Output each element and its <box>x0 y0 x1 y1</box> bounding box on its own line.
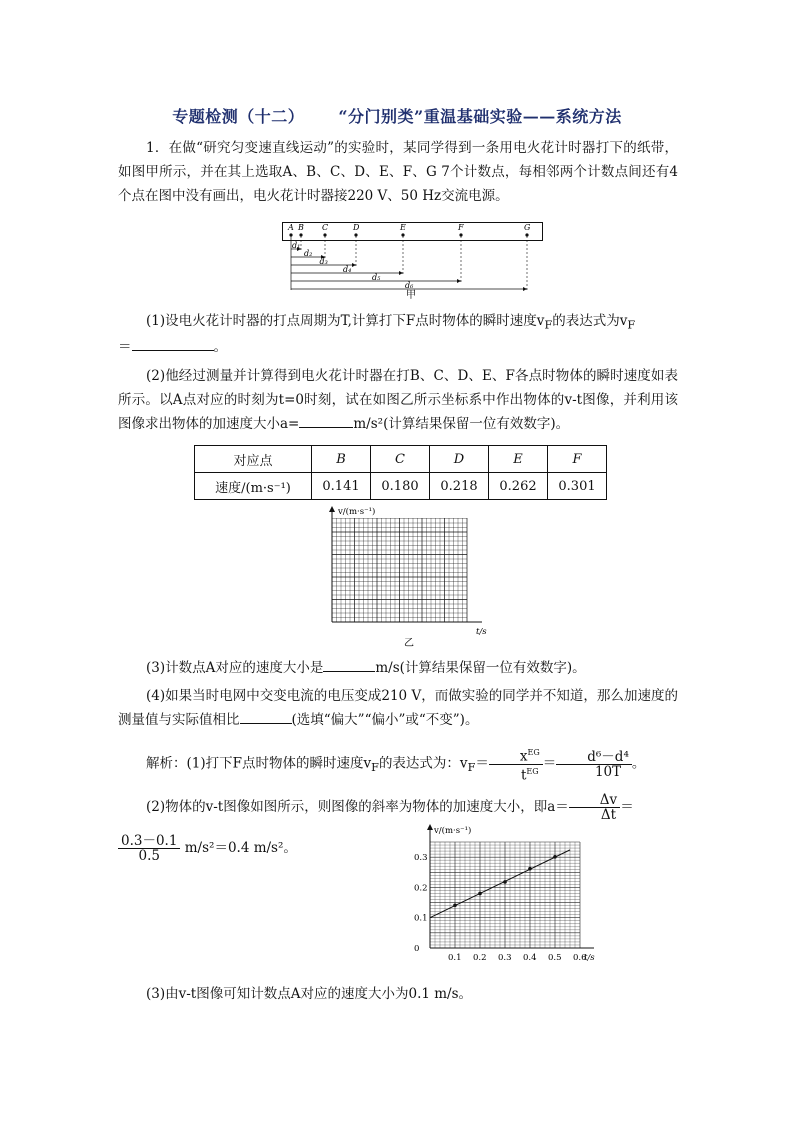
question-2-text: (2)他经过测量并计算得到电火花计时器在打B、C、D、E、F各点时物体的瞬时速度如表所示。以A点对应的时刻为t=0时刻，试在如图乙所示坐标系中作出物体的v-t图像，并利用该图像求出物体的加速度大小a= <box>118 368 678 432</box>
blank-graph <box>322 504 492 650</box>
table-cell: D <box>430 446 489 473</box>
question-3-text-b: m/s(计算结果保留一位有效数字)。 <box>375 660 586 676</box>
tape-point-label: G <box>524 223 531 232</box>
question-3 <box>118 656 678 680</box>
vt-data-point <box>528 867 532 871</box>
slope-den: 0.5 <box>138 848 160 864</box>
tape-dim-label: d₁ <box>292 241 301 250</box>
vt-data-point <box>553 855 557 859</box>
vt-xlabel: t/s <box>584 953 595 963</box>
page-title <box>0 104 794 127</box>
tape-dim-arrow <box>352 263 356 267</box>
vt-chart <box>400 822 600 972</box>
blank-graph-xlabel: t/s <box>476 627 487 637</box>
title-right: “分门别类”重温基础实验——系统方法 <box>338 107 622 126</box>
equals-sign: ＝ <box>118 339 132 355</box>
tape-dim-label: d₂ <box>304 249 313 258</box>
table-cell: 速度/(m·s⁻¹) <box>195 473 312 500</box>
solution-2-result <box>118 834 318 863</box>
frac-num-sup: EG <box>527 748 540 757</box>
question-3-text: (3)计数点A对应的速度大小是 <box>146 660 324 676</box>
question-1-answer-line <box>118 335 678 359</box>
question-intro: 1．在做“研究匀变速直线运动”的实验时，某同学得到一条用电火花计时器打下的纸带，如图甲所示，并在其上选取A、B、C、D、E、F、G 7个计数点，每相邻两个计数点间还有4个点在图中没有画出，电火花计时器接220 V、50 Hz交流电源。 <box>118 140 678 204</box>
table-cell: E <box>489 446 548 473</box>
question-2 <box>118 364 678 436</box>
solution-2: (2)物体的v-t图像如图所示，则图像的斜率为物体的加速度大小，即a＝ $\frac{\Delta v}{\Delta t}$ ＝ <box>146 792 634 823</box>
vt-x-tick: 0.3 <box>498 953 512 963</box>
table-cell: 0.180 <box>371 473 430 500</box>
vt-y-tick: 0 <box>414 944 420 954</box>
solution-1-text: 解析：(1)打下F点时物体的瞬时速度v <box>146 755 372 772</box>
tape-dim-arrow <box>523 287 527 291</box>
tape-point-label: A <box>288 223 294 232</box>
tape-point-label: C <box>322 223 329 232</box>
table-cell: 对应点 <box>195 446 312 473</box>
blank-graph-caption: 乙 <box>404 638 414 649</box>
vt-y-tick: 0.1 <box>414 913 428 924</box>
title-left: 专题检测（十二） <box>172 107 305 126</box>
question-4 <box>118 684 678 732</box>
table-cell: B <box>312 446 371 473</box>
question-1-text-b: 的表达式为v <box>552 313 628 329</box>
solution-1-end: 。 <box>631 755 646 772</box>
vt-x-tick: 0.6 <box>573 953 587 963</box>
tape-point-label: B <box>298 223 304 232</box>
subscript-f-3: F <box>371 761 379 775</box>
tape-dim-label: d₅ <box>372 273 381 282</box>
frac2-num: d⁶－d⁴ <box>556 750 632 765</box>
subscript-f-2: F <box>627 318 636 332</box>
frac-den: t <box>520 767 527 783</box>
table-cell: F <box>548 446 607 473</box>
answer-blank-3[interactable] <box>323 657 375 672</box>
tape-point-label: E <box>400 223 406 232</box>
solution-1: 解析：(1)打下F点时物体的瞬时速度$v_F$的表达式为：$v_F=$ $\frac{x^{EG}}{t^{EG}}$ ＝ $\frac{\text{d⁶－d⁴}}{10T}$ 。 <box>146 748 646 783</box>
period: 。 <box>213 339 227 355</box>
fraction-slope <box>118 834 180 863</box>
frac-num: x <box>519 748 528 765</box>
vt-x-tick: 0.5 <box>548 953 562 963</box>
fraction-dv-dt <box>569 793 620 822</box>
slope-num: 0.3－0.1 <box>118 834 180 849</box>
table-cell: 0.218 <box>430 473 489 500</box>
tape-dim-label: d₆ <box>405 281 414 290</box>
table-cell: C <box>371 446 430 473</box>
vt-y-tick: 0.3 <box>414 853 428 864</box>
tape-point-label: F <box>458 223 464 232</box>
tape-dim-arrow <box>399 271 403 275</box>
velocity-table <box>194 445 607 500</box>
question-1 <box>118 309 678 338</box>
vt-data-point <box>478 892 482 896</box>
dt: Δt <box>600 807 617 823</box>
frac2-den: 10T <box>594 763 622 780</box>
vt-x-tick: 0.1 <box>448 953 462 963</box>
table-cell: 0.301 <box>548 473 607 500</box>
answer-blank-1[interactable] <box>132 336 214 351</box>
tape-dim-label: d₄ <box>343 265 352 274</box>
solution-2-text: (2)物体的v-t图像如图所示，则图像的斜率为物体的加速度大小，即a＝ <box>146 799 569 815</box>
question-2-text-b: m/s²(计算结果保留一位有效数字)。 <box>353 416 570 432</box>
question-4-text-b: (选填“偏大”“偏小”或“不变”)。 <box>291 712 479 728</box>
frac-den-sup: EG <box>526 766 539 776</box>
fraction-d-over-10t <box>556 750 632 779</box>
blank-graph-ylabel: v/(m·s⁻¹) <box>338 507 376 517</box>
subscript-f: F <box>544 318 553 332</box>
tape-figure <box>282 222 544 300</box>
tape-caption: 甲 <box>406 290 416 300</box>
table-row <box>195 473 607 500</box>
question-1-text: (1)设电火花计时器的打点周期为T,计算打下F点时物体的瞬时速度v <box>146 313 545 329</box>
vt-x-tick: 0.2 <box>473 953 487 963</box>
answer-blank-4[interactable] <box>240 709 292 724</box>
tape-dim-label: d₃ <box>319 257 328 266</box>
question-4-text: (4)如果当时电网中交变电流的电压变成210 V，而做实验的同学并不知道，那么加速度的测量值与实际值相比 <box>118 688 678 728</box>
vt-ylabel: v/(m·s⁻¹) <box>434 826 472 836</box>
table-cell: 0.262 <box>489 473 548 500</box>
table-cell: 0.141 <box>312 473 371 500</box>
vt-data-point <box>453 903 457 907</box>
tape-dim-arrow <box>457 279 461 283</box>
vt-x-tick: 0.4 <box>523 953 537 963</box>
table-header-row <box>195 446 607 473</box>
dv: Δv <box>569 793 620 808</box>
vt-y-tick: 0.2 <box>414 883 428 894</box>
tape-point-label: D <box>353 223 360 232</box>
subscript-f-4: F <box>467 761 476 775</box>
vt-y-arrow <box>427 824 433 830</box>
solution-1-text-b: 的表达式为：v <box>378 755 468 772</box>
v-axis-arrow <box>329 506 335 512</box>
vt-data-point <box>503 880 507 884</box>
fraction-x-over-t <box>489 746 543 782</box>
slope-result: m/s²＝0.4 m/s²。 <box>184 840 297 856</box>
solution-3: (3)由v-t图像可知计数点A对应的速度大小为0.1 m/s。 <box>146 986 473 1002</box>
answer-blank-2[interactable] <box>299 413 353 428</box>
